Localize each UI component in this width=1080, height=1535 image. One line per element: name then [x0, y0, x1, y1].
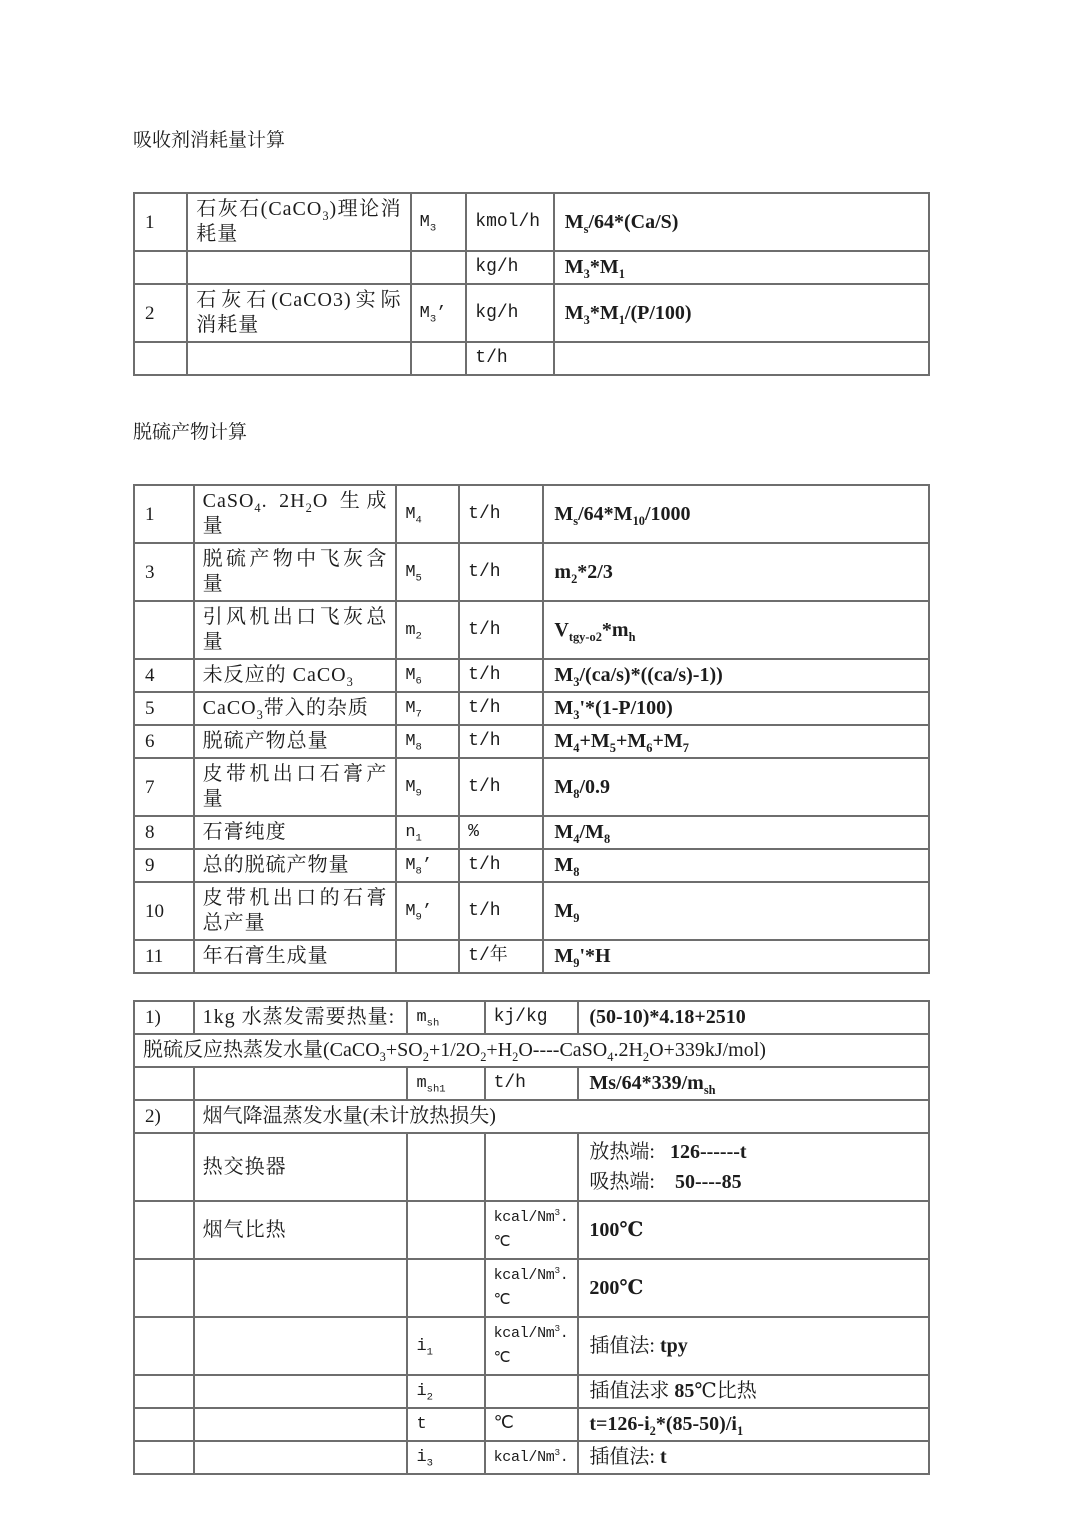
unit-cell: kcal/Nm$^3$. — [485, 1441, 579, 1474]
row-number-cell: 1 — [134, 193, 187, 251]
section-label-cell: 烟气降温蒸发水量(未计放热损失) — [194, 1100, 929, 1133]
item-name-cell: 石膏纯度 — [194, 816, 397, 849]
table-row — [134, 1100, 929, 1133]
table-row — [134, 1375, 929, 1408]
row-number-cell: 11 — [134, 940, 194, 973]
unit-cell: t/h — [459, 543, 543, 601]
table-row — [134, 1441, 929, 1474]
section-title-absorbent: 吸收剂消耗量计算 — [133, 130, 286, 151]
formula-cell: 插值法: t — [578, 1441, 929, 1474]
symbol-cell: $M_8$’ — [396, 849, 459, 882]
row-number-cell — [134, 1133, 194, 1201]
item-name-cell: 石灰石(CaCO3)实际消耗量 — [187, 284, 410, 342]
symbol-cell: $M_7$ — [396, 692, 459, 725]
formula-cell: $M_3'*(1-P/100)$ — [543, 692, 929, 725]
formula-cell: $M_9'*H$ — [543, 940, 929, 973]
formula-cell: $m_2*2/3$ — [543, 543, 929, 601]
table-row — [134, 543, 929, 601]
symbol-cell: $m_2$ — [396, 601, 459, 659]
formula-cell: $V_{tgy-o2}*m_h$ — [543, 601, 929, 659]
symbol-cell — [411, 251, 467, 284]
row-number-cell: 2 — [134, 284, 187, 342]
symbol-cell: t — [407, 1408, 484, 1441]
formula-cell: $M_9$ — [543, 882, 929, 940]
row-number-cell: 3 — [134, 543, 194, 601]
item-name-cell — [194, 1317, 408, 1375]
unit-cell: kcal/Nm$^3$. ℃ — [485, 1201, 579, 1259]
symbol-cell: $M_9$’ — [396, 882, 459, 940]
item-name-cell: 总的脱硫产物量 — [194, 849, 397, 882]
unit-cell: t/h — [459, 659, 543, 692]
absorbent-consumption-table — [133, 192, 930, 376]
unit-cell: t/年 — [459, 940, 543, 973]
item-name-cell: 皮带机出口石膏产量 — [194, 758, 397, 816]
row-number-cell: 5 — [134, 692, 194, 725]
symbol-cell: $M_3$’ — [411, 284, 467, 342]
table-row — [134, 1133, 929, 1201]
item-name-cell — [194, 1375, 408, 1408]
document-page — [133, 130, 930, 1475]
formula-cell: 100℃ — [578, 1201, 929, 1259]
symbol-cell: $M_6$ — [396, 659, 459, 692]
table-row — [134, 882, 929, 940]
row-number-cell — [134, 1441, 194, 1474]
item-name-cell: 烟气比热 — [194, 1201, 408, 1259]
formula-cell: 插值法: tpy — [578, 1317, 929, 1375]
row-number-cell — [134, 1201, 194, 1259]
unit-cell: t/h — [485, 1067, 579, 1100]
table-row — [134, 1408, 929, 1441]
row-number-cell: 6 — [134, 725, 194, 758]
formula-cell: $M_s/64*(Ca/S)$ — [554, 193, 929, 251]
item-name-cell: 脱硫产物总量 — [194, 725, 397, 758]
symbol-cell — [396, 940, 459, 973]
item-name-cell: 引风机出口飞灰总量 — [194, 601, 397, 659]
unit-cell: t/h — [459, 882, 543, 940]
table-row — [134, 251, 929, 284]
symbol-cell: $M_9$ — [396, 758, 459, 816]
row-number-cell: 1) — [134, 1001, 194, 1034]
unit-cell: kg/h — [466, 251, 553, 284]
item-name-cell: CaSO$_4$. $2H_2O$ 生成量 — [194, 485, 397, 543]
unit-cell: kcal/Nm$^3$. ℃ — [485, 1259, 579, 1317]
row-number-cell — [134, 1067, 194, 1100]
formula-cell: $M_8$ — [543, 849, 929, 882]
unit-cell: kg/h — [466, 284, 553, 342]
unit-cell: % — [459, 816, 543, 849]
item-name-cell: 年石膏生成量 — [194, 940, 397, 973]
formula-cell: $t=126-i_2*(85-50)/i_1$ — [578, 1408, 929, 1441]
section-title-products: 脱硫产物计算 — [133, 422, 248, 443]
item-name-cell: CaCO$_3$带入的杂质 — [194, 692, 397, 725]
unit-cell: kmol/h — [466, 193, 553, 251]
table-row — [134, 1001, 929, 1034]
symbol-cell: $M_3$ — [411, 193, 467, 251]
item-name-cell: 石灰石(CaCO$_3$)理论消耗量 — [187, 193, 410, 251]
item-name-cell — [187, 342, 410, 375]
table-row — [134, 284, 929, 342]
item-name-cell: 1kg 水蒸发需要热量: — [194, 1001, 408, 1034]
item-name-cell — [194, 1067, 408, 1100]
reaction-equation-cell: 脱硫反应热蒸发水量$(CaCO_3+SO_2+1/2O_2+H_2O----CaSO_4.2H_2O+339kJ/mol)$ — [134, 1034, 929, 1067]
symbol-cell: $M_5$ — [396, 543, 459, 601]
row-number-cell — [134, 342, 187, 375]
formula-cell: 放热端: 126------t 吸热端: 50----85 — [578, 1133, 929, 1201]
symbol-cell — [407, 1133, 484, 1201]
symbol-cell: $i_1$ — [407, 1317, 484, 1375]
table-row — [134, 342, 929, 375]
formula-cell: $M_8/0.9$ — [543, 758, 929, 816]
table-row — [134, 1317, 929, 1375]
unit-cell: ℃ — [485, 1408, 579, 1441]
table-row — [134, 1034, 929, 1067]
unit-cell: t/h — [459, 485, 543, 543]
formula-cell: $M_s/64*M_{10}/1000$ — [543, 485, 929, 543]
unit-cell: t/h — [466, 342, 553, 375]
table-row — [134, 1201, 929, 1259]
unit-cell: kj/kg — [485, 1001, 579, 1034]
row-number-cell: 9 — [134, 849, 194, 882]
desulfurization-products-table — [133, 484, 930, 974]
row-number-cell: 7 — [134, 758, 194, 816]
table-row — [134, 725, 929, 758]
symbol-cell: $i_2$ — [407, 1375, 484, 1408]
row-number-cell: 4 — [134, 659, 194, 692]
item-name-cell: 未反应的 CaCO$_3$ — [194, 659, 397, 692]
unit-cell: kcal/Nm$^3$. ℃ — [485, 1317, 579, 1375]
item-name-cell — [194, 1259, 408, 1317]
unit-cell: t/h — [459, 692, 543, 725]
unit-cell — [485, 1375, 579, 1408]
table-row — [134, 849, 929, 882]
symbol-cell — [407, 1259, 484, 1317]
symbol-cell: $M_8$ — [396, 725, 459, 758]
formula-cell: $M_3*M_1$ — [554, 251, 929, 284]
table-row — [134, 601, 929, 659]
table-row — [134, 758, 929, 816]
row-number-cell: 2) — [134, 1100, 194, 1133]
item-name-cell — [194, 1408, 408, 1441]
unit-cell — [485, 1133, 579, 1201]
item-name-cell: 脱硫产物中飞灰含量 — [194, 543, 397, 601]
formula-cell: $M_3/(ca/s)*((ca/s)-1)$) — [543, 659, 929, 692]
table-row — [134, 1067, 929, 1100]
formula-cell: 200℃ — [578, 1259, 929, 1317]
formula-cell: $Ms/64*339/m_{sh}$ — [578, 1067, 929, 1100]
symbol-cell: $m_{sh}$ — [407, 1001, 484, 1034]
symbol-cell: $M_4$ — [396, 485, 459, 543]
table-row — [134, 1259, 929, 1317]
row-number-cell: 1 — [134, 485, 194, 543]
symbol-cell — [407, 1201, 484, 1259]
table-row — [134, 816, 929, 849]
evaporation-heat-table — [133, 1000, 930, 1475]
row-number-cell: 10 — [134, 882, 194, 940]
formula-cell: $M_3*M_1/(P/100)$ — [554, 284, 929, 342]
row-number-cell — [134, 251, 187, 284]
symbol-cell — [411, 342, 467, 375]
table-row — [134, 940, 929, 973]
table-row — [134, 659, 929, 692]
item-name-cell: 热交换器 — [194, 1133, 408, 1201]
row-number-cell — [134, 1259, 194, 1317]
unit-cell: t/h — [459, 849, 543, 882]
unit-cell: t/h — [459, 725, 543, 758]
row-number-cell — [134, 1408, 194, 1441]
row-number-cell — [134, 1375, 194, 1408]
formula-cell: (50-10)*4.18+2510 — [578, 1001, 929, 1034]
row-number-cell: 8 — [134, 816, 194, 849]
formula-cell — [554, 342, 929, 375]
formula-cell: 插值法求 85℃比热 — [578, 1375, 929, 1408]
item-name-cell — [187, 251, 410, 284]
symbol-cell: $i_3$ — [407, 1441, 484, 1474]
table-row — [134, 485, 929, 543]
row-number-cell — [134, 1317, 194, 1375]
row-number-cell — [134, 601, 194, 659]
formula-cell: $M_4/M_8$ — [543, 816, 929, 849]
symbol-cell: $n_1$ — [396, 816, 459, 849]
item-name-cell — [194, 1441, 408, 1474]
unit-cell: t/h — [459, 601, 543, 659]
item-name-cell: 皮带机出口的石膏总产量 — [194, 882, 397, 940]
symbol-cell: $m_{sh1}$ — [407, 1067, 484, 1100]
table-row — [134, 193, 929, 251]
table-row — [134, 692, 929, 725]
formula-cell: $M_4+M_5+M_6+M_7$ — [543, 725, 929, 758]
unit-cell: t/h — [459, 758, 543, 816]
